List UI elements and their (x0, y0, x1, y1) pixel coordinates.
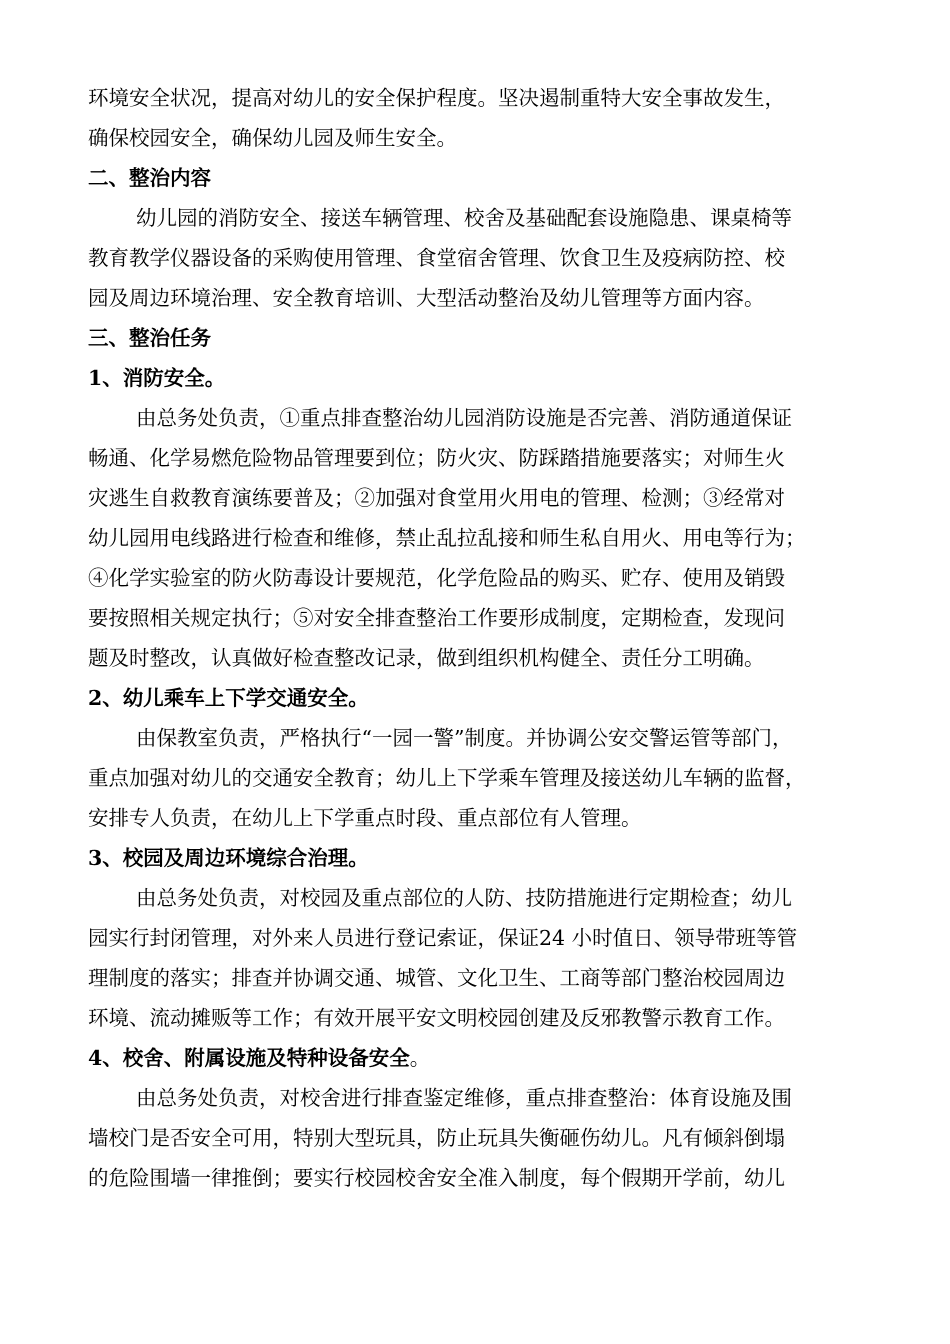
paragraph-line (88, 758, 863, 798)
line-text: 二、整治内容 (88, 166, 211, 190)
paragraph-line (88, 558, 863, 598)
line-text: 重点加强对幼儿的交通安全教育；幼儿上下学乘车管理及接送幼儿车辆的监督， (88, 766, 806, 790)
line-text: 畅通、化学易燃危险物品管理要到位；防火灾、防踩踏措施要落实；对师生火 (88, 446, 785, 470)
section-heading (88, 358, 863, 398)
paragraph-line (88, 118, 863, 158)
line-text: 墙校门是否安全可用，特别大型玩具，防止玩具失衡砸伤幼儿。凡有倾斜倒塌 (88, 1126, 785, 1150)
paragraph-line (88, 518, 863, 558)
line-text: 由保教室负责，严格执行“一园一警”制度。并协调公安交警运管等部门， (136, 726, 793, 750)
document-body (88, 78, 863, 1198)
line-text: 由总务处负责，①重点排查整治幼儿园消防设施是否完善、消防通道保证 (136, 406, 792, 430)
section-heading (88, 838, 863, 878)
paragraph-line (88, 198, 863, 238)
line-text: ④化学实验室的防火防毒设计要规范，化学危险品的购买、贮存、使用及销毁 (88, 566, 785, 590)
paragraph-line (88, 1158, 863, 1198)
line-text: 题及时整改，认真做好检查整改记录，做到组织机构健全、责任分工明确。 (88, 646, 765, 670)
line-text: 要按照相关规定执行；⑤对安全排查整治工作要形成制度，定期检查，发现问 (88, 606, 785, 630)
line-text: 的危险围墙一律推倒；要实行校园校舍安全准入制度，每个假期开学前，幼儿 (88, 1166, 785, 1190)
paragraph-line (88, 238, 863, 278)
section-heading (88, 1038, 863, 1078)
paragraph-line (88, 718, 863, 758)
line-text: 4、校舍、附属设施及特种设备安全 (88, 1046, 410, 1070)
line-text: 3、校园及周边环境综合治理。 (88, 846, 369, 870)
paragraph-line (88, 478, 863, 518)
paragraph-line (88, 78, 863, 118)
section-heading (88, 318, 863, 358)
line-text: 确保校园安全，确保幼儿园及师生安全。 (88, 126, 457, 150)
line-text: 由总务处负责，对校园及重点部位的人防、技防措施进行定期检查；幼儿 (136, 886, 792, 910)
line-text: 环境、流动摊贩等工作；有效开展平安文明校园创建及反邪教警示教育工作。 (88, 1006, 785, 1030)
section-heading (88, 678, 863, 718)
paragraph-line (88, 278, 863, 318)
line-text: 理制度的落实；排查并协调交通、城管、文化卫生、工商等部门整治校园周边 (88, 966, 785, 990)
line-text: 由总务处负责，对校舍进行排查鉴定维修，重点排查整治：体育设施及围 (136, 1086, 792, 1110)
section-heading (88, 158, 863, 198)
line-text: 1、消防安全。 (88, 366, 226, 390)
paragraph-line (88, 438, 863, 478)
line-text: 教育教学仪器设备的采购使用管理、食堂宿舍管理、饮食卫生及疫病防控、校 (88, 246, 785, 270)
line-text: 园实行封闭管理，对外来人员进行登记索证，保证24 小时值日、领导带班等管 (88, 926, 798, 950)
paragraph-line (88, 1078, 863, 1118)
line-text: 环境安全状况，提高对幼儿的安全保护程度。坚决遏制重特大安全事故发生， (88, 86, 785, 110)
line-text: 幼儿园的消防安全、接送车辆管理、校舍及基础配套设施隐患、课桌椅等 (136, 206, 792, 230)
paragraph-line (88, 398, 863, 438)
line-text: 园及周边环境治理、安全教育培训、大型活动整治及幼儿管理等方面内容。 (88, 286, 765, 310)
paragraph-line (88, 638, 863, 678)
paragraph-line (88, 918, 863, 958)
paragraph-line (88, 998, 863, 1038)
line-text: 灾逃生自救教育演练要普及；②加强对食堂用火用电的管理、检测；③经常对 (88, 486, 785, 510)
line-text: 安排专人负责，在幼儿上下学重点时段、重点部位有人管理。 (88, 806, 642, 830)
line-text: 幼儿园用电线路进行检查和维修，禁止乱拉乱接和师生私自用火、用电等行为； (88, 526, 806, 550)
line-text: 2、幼儿乘车上下学交通安全。 (88, 686, 369, 710)
paragraph-line (88, 798, 863, 838)
paragraph-line (88, 1118, 863, 1158)
paragraph-line (88, 878, 863, 918)
paragraph-line (88, 598, 863, 638)
line-tail-punctuation: 。 (409, 1046, 431, 1070)
paragraph-line (88, 958, 863, 998)
line-text: 三、整治任务 (88, 326, 211, 350)
